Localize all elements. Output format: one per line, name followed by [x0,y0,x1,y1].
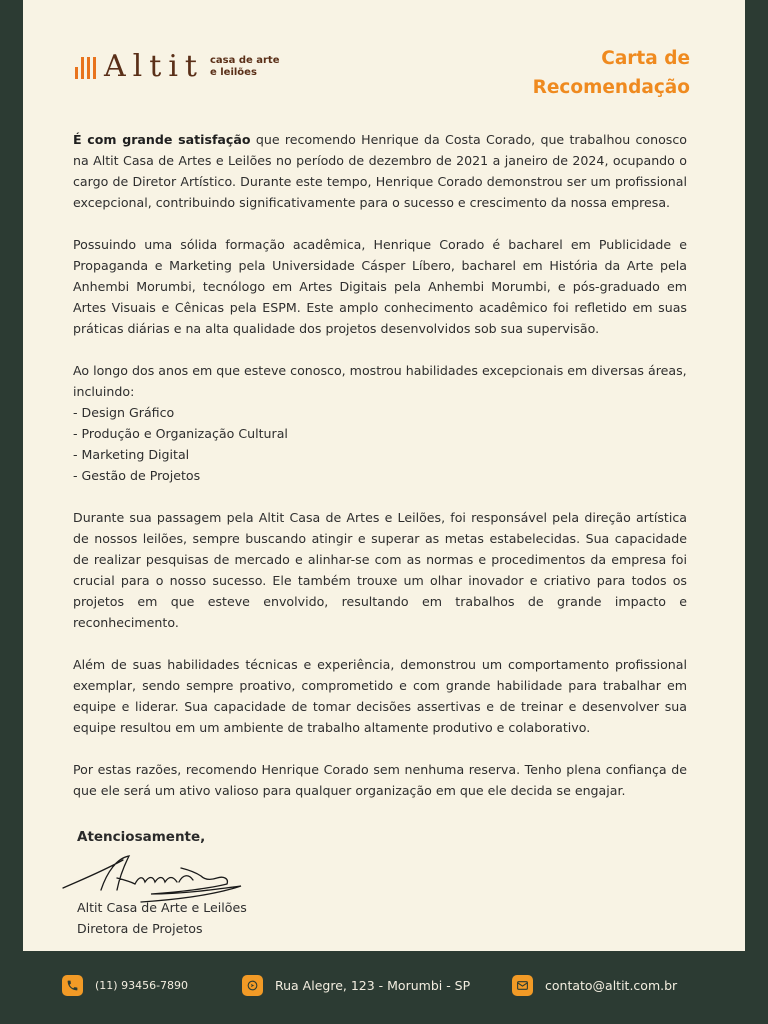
phone-icon [62,975,83,996]
footer-address [242,975,470,996]
paragraph-responsibilities: Durante sua passagem pela Altit Casa de Artes e Leilões, foi responsável pela direção artística de nossos leilões, sempre buscando atingir e superar as metas estabelecidas. Sua capacidade de realizar pesquisas de mercado e alinhar-se com as normas e procedimentos da empresa foi crucial para o nosso sucesso. Ele também trouxe um olhar inovador e criativo para todos os projetos em que esteve envolvido, resultando em trabalhos de grande impacto e reconhecimento. [73,510,687,630]
signer-role: Diretora de Projetos [77,921,203,936]
email-text: contato@altit.com.br [545,978,678,993]
skill-item: - Design Gráfico [73,405,175,420]
closing-salutation: Atenciosamente, [77,829,206,845]
skill-item: - Produção e Organização Cultural [73,426,288,441]
skill-item: - Marketing Digital [73,447,190,462]
address-text: Rua Alegre, 123 - Morumbi - SP [275,978,471,993]
footer-email [512,975,677,996]
paragraph-conclusion: Por estas razões, recomendo Henrique Corado sem nenhuma reserva. Tenho plena confiança de que ele será um ativo valioso para qualquer organização em que ele decida se engajar. [73,762,687,798]
paragraph-education: Possuindo uma sólida formação acadêmica, Henrique Corado é bacharel em Publicidade e Propaganda e Marketing pela Universidade Cásper Líbero, bacharel em História da Arte pela Anhembi Morumbi, tecnólogo em Artes Digitais pela Anhembi Morumbi, e pós-graduado em Artes Visuais e Cênicas pela ESPM. Este amplo conhecimento acadêmico foi refletido em suas práticas diárias e na alta qualidade dos projetos desenvolvidos sob sua supervisão. [73,237,687,336]
signer-block [77,897,247,939]
location-icon [242,975,263,996]
signer-organization: Altit Casa de Arte e Leilões [77,900,247,915]
letter-sheet [23,0,745,951]
mail-icon [512,975,533,996]
paragraph-skills: Ao longo dos anos em que esteve conosco, mostrou habilidades excepcionais em diversas áreas, incluindo: - Design Gráfico - Produção e Organização Cultural - Marketing Digital - Gestão de Projetos [73,363,687,483]
brand-name: Altit [104,49,204,84]
paragraph-behavior: Além de suas habilidades técnicas e experiência, demonstrou um comportamento profissional exemplar, sendo sempre proativo, comprometido e com grande habilidade para trabalhar em equipe e liderar. Sua capacidade de tomar decisões assertivas e de treinar e desenvolver sua equipe resultou em um ambiente de trabalho altamente produtivo e colaborativo. [73,657,687,735]
footer-bar [0,951,768,1024]
page-title: Carta de Recomendação [532,48,690,98]
brand-tagline: casa de arte e leilões [209,55,280,78]
paragraph-intro: É com grande satisfação que recomendo Henrique da Costa Corado, que trabalhou conosco na Altit Casa de Artes e Leilões no período de dezembro de 2021 a janeiro de 2024, ocupando o cargo de Diretor Artístico. Durante este tempo, Henrique Corado demonstrou ser um profissional excepcional, contribuindo significativamente para o sucesso e crescimento da nossa empresa. [73,132,687,210]
brand-logo [75,49,280,84]
skill-item: - Gestão de Projetos [73,468,201,483]
letter-body [73,129,687,822]
footer-phone [62,975,188,996]
phone-text: (11) 93456-7890 [95,979,189,992]
logo-mark-icon [75,55,96,79]
